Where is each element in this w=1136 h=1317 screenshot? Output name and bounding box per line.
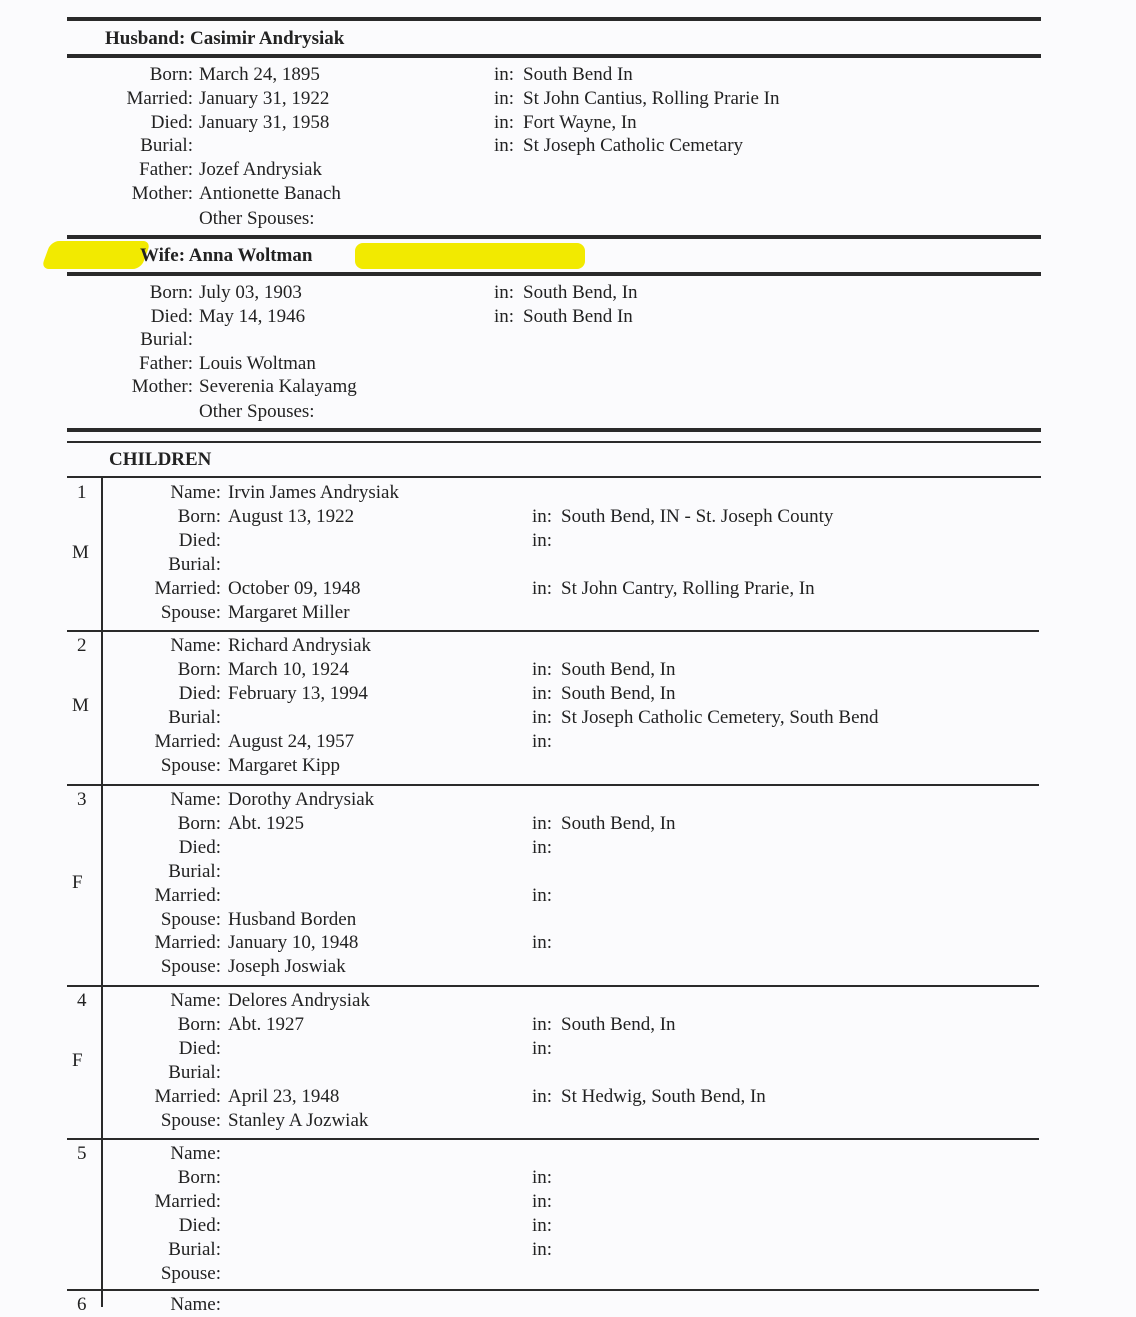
fact-label: Married: xyxy=(154,932,221,954)
fact-place: South Bend, IN - St. Joseph County xyxy=(561,505,834,527)
fact-label: Died: xyxy=(150,111,193,133)
child-number: 2 xyxy=(77,635,87,656)
fact-value: March 10, 1924 xyxy=(228,658,349,680)
child-sex: F xyxy=(72,872,83,893)
fact-value: Jozef Andrysiak xyxy=(199,159,322,181)
fact-label: Name: xyxy=(170,789,221,810)
fact-label: Born: xyxy=(177,1013,221,1035)
fact-value: March 24, 1895 xyxy=(199,64,320,85)
fact-row xyxy=(0,281,1136,305)
fact-value: Dorothy Andrysiak xyxy=(228,789,375,810)
fact-row xyxy=(0,481,1136,505)
fact-place: St Joseph Catholic Cemetary xyxy=(523,135,744,157)
fact-row xyxy=(0,553,1136,577)
fact-row xyxy=(0,884,1136,908)
child-number: 1 xyxy=(77,482,87,503)
fact-value: Abt. 1925 xyxy=(228,812,304,834)
fact-label: Born: xyxy=(177,1166,221,1188)
fact-label: Born: xyxy=(177,658,221,680)
fact-place: Fort Wayne, In xyxy=(523,111,637,133)
fact-label: Married: xyxy=(154,1190,221,1212)
wife-name: Anna Woltman xyxy=(188,245,313,266)
husband-rule xyxy=(67,54,1041,58)
fact-label: Spouse: xyxy=(160,1262,221,1284)
fact-row xyxy=(0,1109,1136,1133)
fact-label: Died: xyxy=(178,682,221,704)
fact-row xyxy=(0,182,1136,206)
fact-label: Burial: xyxy=(168,706,221,728)
fact-value: Margaret Kipp xyxy=(228,754,341,776)
fact-row xyxy=(0,601,1136,625)
fact-value: Louis Woltman xyxy=(199,352,316,374)
fact-place: South Bend, In xyxy=(561,812,676,834)
fact-row xyxy=(0,529,1136,553)
fact-row xyxy=(0,158,1136,182)
fact-value: January 31, 1922 xyxy=(199,87,330,109)
fact-label: Burial: xyxy=(168,1061,221,1083)
fact-row xyxy=(0,1142,1136,1166)
fact-in-label: in: xyxy=(494,111,515,133)
fact-in-label: in: xyxy=(532,1013,553,1035)
child-number: 5 xyxy=(77,1143,87,1164)
child-sex: M xyxy=(72,542,89,563)
fact-label: Born: xyxy=(149,64,193,85)
fact-row xyxy=(0,352,1136,376)
fact-value: Husband Borden xyxy=(228,908,357,930)
fact-in-label: in: xyxy=(532,1190,553,1212)
fact-in-label: in: xyxy=(532,706,553,728)
fact-label: Married: xyxy=(154,577,221,599)
fact-label: Name: xyxy=(170,1143,221,1164)
fact-label: Burial: xyxy=(168,1238,221,1260)
fact-value: Delores Andrysiak xyxy=(228,990,370,1011)
fact-label: Name: xyxy=(170,1294,221,1315)
children-heading-rule xyxy=(67,476,1041,478)
fact-row xyxy=(0,134,1136,158)
fact-in-label: in: xyxy=(532,836,553,858)
fact-label: Spouse: xyxy=(160,601,221,623)
fact-label: Name: xyxy=(170,635,221,656)
fact-row xyxy=(0,63,1136,87)
fact-row xyxy=(0,1214,1136,1238)
fact-in-label: in: xyxy=(494,282,515,303)
fact-label: Spouse: xyxy=(160,1109,221,1131)
fact-label: Married: xyxy=(126,87,193,109)
husband-heading-label: Husband: xyxy=(105,28,186,49)
fact-row xyxy=(0,111,1136,135)
fact-row xyxy=(0,989,1136,1013)
fact-in-label: in: xyxy=(532,1037,553,1059)
fact-row xyxy=(0,1037,1136,1061)
fact-in-label: in: xyxy=(494,87,515,109)
fact-place: St Hedwig, South Bend, In xyxy=(561,1085,766,1107)
fact-row xyxy=(0,375,1136,399)
fact-label: Burial: xyxy=(168,553,221,575)
fact-in-label: in: xyxy=(532,529,553,551)
fact-label: Name: xyxy=(170,482,221,503)
child-number: 4 xyxy=(77,990,87,1011)
fact-value: August 24, 1957 xyxy=(228,730,355,752)
fact-in-label: in: xyxy=(532,932,553,954)
child-number: 6 xyxy=(77,1294,87,1315)
fact-row xyxy=(0,87,1136,111)
highlight-mark xyxy=(41,241,151,269)
wife-heading-label: Wife: xyxy=(140,245,186,266)
fact-label: Name: xyxy=(170,990,221,1011)
fact-in-label: in: xyxy=(532,658,553,680)
fact-label: Died: xyxy=(178,529,221,551)
fact-row xyxy=(0,634,1136,658)
children-heading: CHILDREN xyxy=(109,449,212,470)
fact-value: Severenia Kalayamg xyxy=(199,376,357,398)
fact-row xyxy=(0,955,1136,979)
fact-label: Spouse: xyxy=(160,908,221,930)
fact-row xyxy=(0,1293,1136,1317)
fact-place: South Bend In xyxy=(523,305,633,327)
fact-in-label: in: xyxy=(532,1166,553,1188)
fact-value: Richard Andrysiak xyxy=(228,635,372,656)
fact-row xyxy=(0,505,1136,529)
child-number: 3 xyxy=(77,789,87,810)
fact-label: Mother: xyxy=(131,183,193,204)
fact-in-label: in: xyxy=(532,682,553,704)
wife-rule xyxy=(67,272,1041,276)
fact-label: Burial: xyxy=(140,329,193,351)
fact-row xyxy=(0,1013,1136,1037)
highlight-mark xyxy=(355,243,585,269)
fact-in-label: in: xyxy=(532,1214,553,1236)
child-separator-rule xyxy=(67,985,1039,987)
fact-label: Born: xyxy=(149,282,193,303)
fact-row xyxy=(0,836,1136,860)
husband-name: Casimir Andrysiak xyxy=(190,28,345,49)
fact-row xyxy=(0,682,1136,706)
wife-heading xyxy=(140,244,312,268)
child-sex: F xyxy=(72,1050,83,1071)
fact-value: Abt. 1927 xyxy=(228,1013,304,1035)
fact-place: St John Cantius, Rolling Prarie In xyxy=(523,87,780,109)
fact-in-label: in: xyxy=(532,1085,553,1107)
fact-row xyxy=(0,1085,1136,1109)
fact-row xyxy=(0,730,1136,754)
top-rule xyxy=(67,17,1041,21)
fact-label: Died: xyxy=(178,1214,221,1236)
fact-label: Father: xyxy=(139,352,193,374)
fact-label: Burial: xyxy=(140,135,193,157)
fact-value: Antionette Banach xyxy=(199,183,341,204)
fact-label: Married: xyxy=(154,884,221,906)
fact-row xyxy=(0,908,1136,932)
fact-in-label: in: xyxy=(532,577,553,599)
fact-label: Died: xyxy=(178,836,221,858)
fact-in-label: in: xyxy=(532,730,553,752)
fact-row xyxy=(0,812,1136,836)
fact-value: April 23, 1948 xyxy=(228,1085,340,1107)
fact-value: July 03, 1903 xyxy=(199,282,302,303)
fact-in-label: in: xyxy=(532,812,553,834)
fact-place: South Bend In xyxy=(523,64,633,85)
children-thin-rule xyxy=(67,441,1041,443)
fact-row xyxy=(0,1262,1136,1286)
fact-place: South Bend, In xyxy=(561,658,676,680)
wife-top-rule xyxy=(67,235,1041,239)
fact-row xyxy=(0,1166,1136,1190)
fact-row xyxy=(0,931,1136,955)
fact-row xyxy=(0,860,1136,884)
fact-place: South Bend, In xyxy=(523,282,638,303)
fact-label: Born: xyxy=(177,812,221,834)
fact-in-label: in: xyxy=(494,305,515,327)
fact-place: South Bend, In xyxy=(561,682,676,704)
fact-value: Margaret Miller xyxy=(228,601,350,623)
fact-label: Spouse: xyxy=(160,956,221,978)
fact-label: Spouse: xyxy=(160,754,221,776)
fact-value: January 10, 1948 xyxy=(228,932,359,954)
fact-label: Mother: xyxy=(131,376,193,398)
fact-label: Married: xyxy=(154,730,221,752)
child-separator-rule xyxy=(67,784,1039,786)
fact-row xyxy=(0,328,1136,352)
fact-value: Irvin James Andrysiak xyxy=(228,482,399,503)
husband-other-spouses: Other Spouses: xyxy=(199,208,315,229)
fact-label: Died: xyxy=(150,305,193,327)
fact-in-label: in: xyxy=(494,64,515,85)
fact-row xyxy=(0,658,1136,682)
fact-place: St Joseph Catholic Cemetery, South Bend xyxy=(561,706,879,728)
child-separator-rule xyxy=(67,630,1039,632)
fact-row xyxy=(0,754,1136,778)
fact-value: Joseph Joswiak xyxy=(228,956,346,978)
fact-row xyxy=(0,1190,1136,1214)
fact-label: Born: xyxy=(177,505,221,527)
fact-value: January 31, 1958 xyxy=(199,111,330,133)
child-separator-rule xyxy=(67,1289,1039,1291)
child-sex: M xyxy=(72,695,89,716)
fact-value: August 13, 1922 xyxy=(228,505,355,527)
fact-place: St John Cantry, Rolling Prarie, In xyxy=(561,577,815,599)
fact-in-label: in: xyxy=(532,505,553,527)
fact-row xyxy=(0,305,1136,329)
fact-label: Died: xyxy=(178,1037,221,1059)
fact-value: February 13, 1994 xyxy=(228,682,368,704)
fact-label: Married: xyxy=(154,1085,221,1107)
fact-value: Stanley A Jozwiak xyxy=(228,1109,369,1131)
fact-row xyxy=(0,706,1136,730)
wife-other-spouses: Other Spouses: xyxy=(199,401,315,422)
fact-label: Burial: xyxy=(168,860,221,882)
fact-value: October 09, 1948 xyxy=(228,577,361,599)
child-separator-rule xyxy=(67,1138,1039,1140)
children-top-rule xyxy=(67,428,1041,432)
fact-in-label: in: xyxy=(532,1238,553,1260)
fact-row xyxy=(0,788,1136,812)
fact-label: Father: xyxy=(139,159,193,181)
fact-place: South Bend, In xyxy=(561,1013,676,1035)
fact-row xyxy=(0,1238,1136,1262)
fact-row xyxy=(0,577,1136,601)
fact-in-label: in: xyxy=(532,884,553,906)
fact-value: May 14, 1946 xyxy=(199,305,306,327)
fact-row xyxy=(0,1061,1136,1085)
fact-in-label: in: xyxy=(494,135,515,157)
husband-heading xyxy=(105,27,344,51)
